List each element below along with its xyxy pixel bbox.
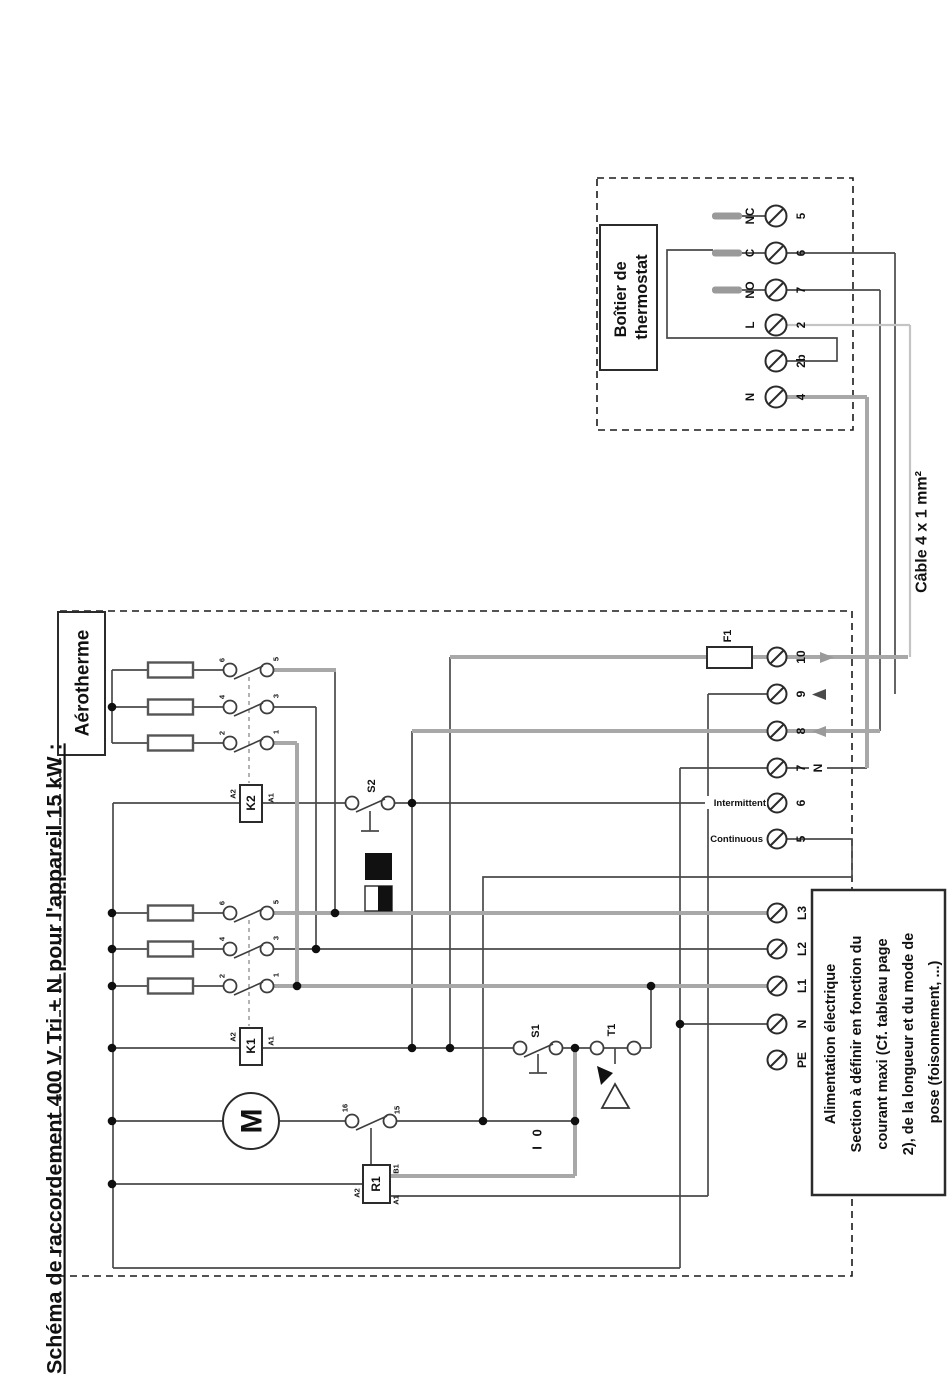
k1-contact-num: 6 [217,900,227,906]
r1-contact-num-16: 16 [340,1103,350,1113]
cable-label: Câble 4 x 1 mm² [913,471,931,593]
bornier-top-labels [705,650,827,845]
k1-contact-num: 5 [271,899,281,905]
alimentation-line3: courant maxi (Cf. tableau page [875,938,891,1150]
terminal-label-n: N [795,1019,810,1029]
switch-indicator-half-fill [378,886,392,911]
motor-m-label: M [235,1108,269,1134]
terminal-num-5: 5 [794,835,809,843]
thermostat-num-7: 7 [796,286,809,294]
r1-a2-label: A2 [352,1188,362,1198]
terminal-label-l2: L2 [795,941,810,957]
terminal-label-l1: L1 [795,978,810,994]
thermostat-label-nc: NC [745,207,758,225]
k2-contact-num: 6 [217,657,227,663]
k1-a1-label: A1 [266,1036,276,1046]
k1-contact-num: 1 [271,972,281,978]
thermostat-label-line1: Boîtier de [612,261,630,338]
r1-label: R1 [369,1176,384,1192]
switch-indicator-filled [365,853,392,880]
terminal-num-9: 9 [794,690,809,698]
component-labels [236,630,734,1192]
thermostat-label-l: L [745,321,758,329]
r1-contact-num-15: 15 [392,1105,402,1115]
thermostat-contact-bars [712,213,742,294]
bornier-bottom-terminals [768,904,787,1070]
thermostat-label-line2: thermostat [633,254,651,340]
s1-label: S1 [529,1024,542,1038]
thermostat-terminals [766,206,787,408]
intermittent-label: Intermittent [713,798,766,809]
k2-a1-label: A1 [266,793,276,803]
thermostat-num-5: 5 [796,212,809,220]
terminal-num-8: 8 [794,727,809,735]
r1-relay-contact [346,1115,397,1131]
arrow-in-terminal9 [812,689,826,700]
terminal-label-l3: L3 [795,905,810,921]
bornier-top-terminals [768,648,787,849]
k1-label: K1 [244,1038,259,1054]
r1-a1-label: A1 [391,1195,401,1205]
r1-b1-label: B1 [391,1164,401,1174]
k2-contact-num: 5 [271,656,281,662]
bornier-bottom-labels [795,906,809,1068]
arrow-in-terminal8 [812,726,826,737]
terminal-num-7: 7 [794,764,809,772]
alimentation-line2: Section à définir en fonction du [849,935,865,1153]
heating-elements [148,663,193,994]
k2-label: K2 [244,795,259,811]
thermostat-num-2: 2 [796,321,809,329]
k1-contact-num: 2 [217,973,227,979]
t1-label: T1 [605,1023,618,1037]
thermostat-num-4: 4 [796,393,809,401]
k1-contact-num: 3 [271,935,281,941]
thermostat-label-n: N [745,392,758,402]
s1-position-marking: 0 I [529,1129,545,1153]
f1-label: F1 [721,629,734,643]
k2-contact-num: 2 [217,730,227,736]
alimentation-line5: pose (foisonnement, ...) [927,960,943,1124]
s2-switch [346,797,395,813]
page-title: Schéma de raccordement 400 V Tri + N pour l'appareil 15 kW : [42,743,67,1374]
terminal-num-10: 10 [794,650,809,664]
s2-label: S2 [365,779,378,793]
terminal-num-6: 6 [794,799,809,807]
k2-contact-num: 4 [217,694,227,700]
continuous-label: Continuous [710,834,763,845]
thermostat-label-c: C [745,248,758,258]
thermostat-num-6: 6 [796,249,809,257]
alimentation-line4: 2), de la longueur et du mode de [901,932,917,1156]
thermostat-num-2b: 2b [796,354,809,368]
wires-light [786,325,910,657]
k1-contact-num: 4 [217,936,227,942]
thermostat-label-no: NO [745,281,758,299]
aerotherme-label: Aérotherme [72,629,94,737]
f1-fuse-box [707,647,752,668]
k2-contact-num: 3 [271,693,281,699]
k2-contact-num: 1 [271,729,281,735]
alimentation-line1: Alimentation électrique [823,963,839,1125]
k2-a2-label: A2 [228,789,238,799]
terminal-label-pe: PE [795,1051,810,1069]
arrow-out-terminal10 [820,652,834,663]
terminal7-n-label: N [811,763,826,773]
k1-a2-label: A2 [228,1032,238,1042]
